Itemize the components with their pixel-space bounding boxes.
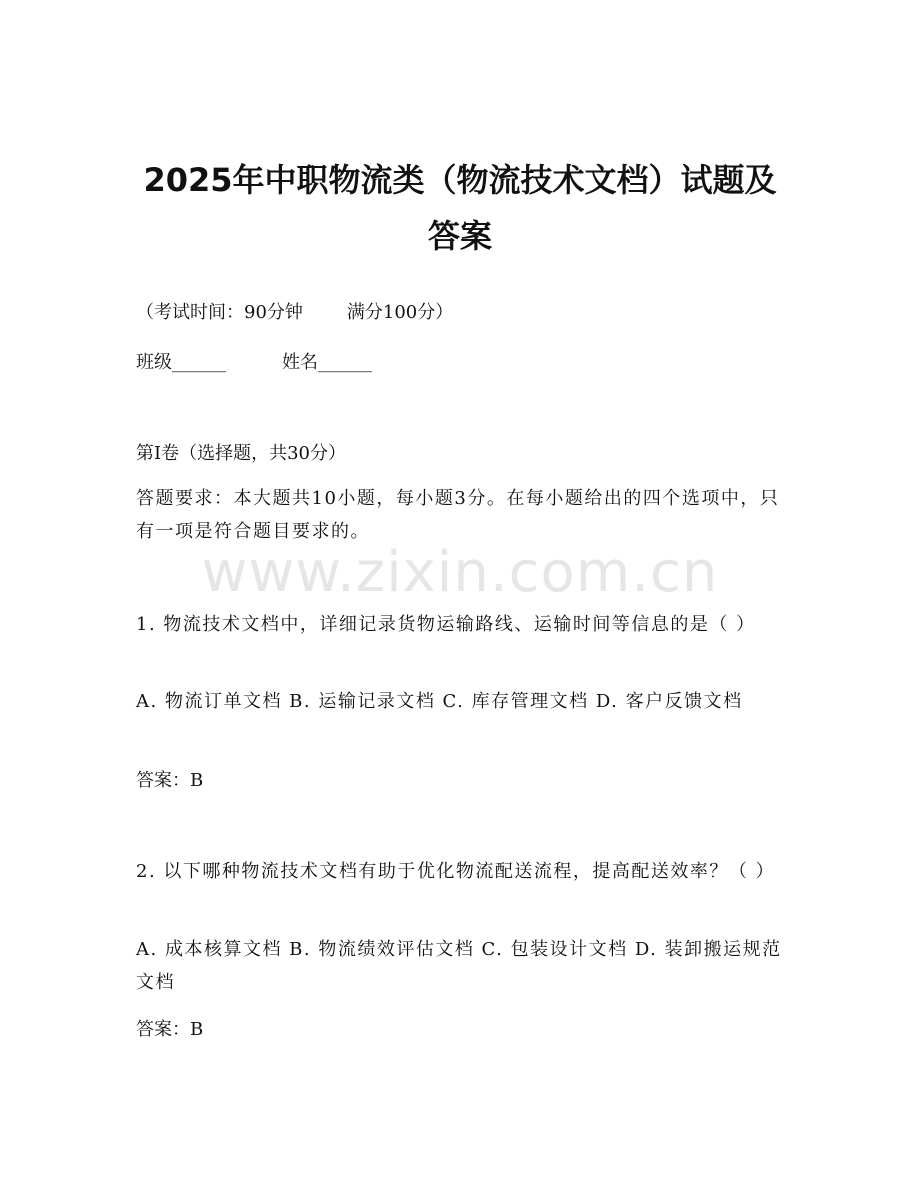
question-2-answer: 答案：B: [136, 1019, 204, 1040]
student-fields: [136, 346, 372, 379]
exam-time: （考试时间：90分钟: [136, 302, 303, 323]
question-2-stem: 2. 以下哪种物流技术文档有助于优化物流配送流程，提高配送效率？（ ）: [136, 861, 776, 882]
question-1-stem: 1. 物流技术文档中，详细记录货物运输路线、运输时间等信息的是（ ）: [136, 614, 756, 635]
exam-score: 满分100分）: [346, 302, 454, 323]
class-field: 班级______: [136, 352, 226, 373]
question-2-options: A. 成本核算文档 B. 物流绩效评估文档 C. 包装设计文档 D. 装卸搬运规范文档: [136, 939, 782, 993]
exam-info: [136, 296, 453, 329]
title-line-2: 答案: [427, 217, 492, 255]
name-field: 姓名______: [282, 352, 372, 373]
title-line-1: 2025年中职物流类（物流技术文档）试题及: [143, 161, 777, 199]
question-1-options: A. 物流订单文档 B. 运输记录文档 C. 库存管理文档 D. 客户反馈文档: [136, 691, 743, 712]
instructions: 答题要求：本大题共10小题，每小题3分。在每小题给出的四个选项中，只有一项是符合题目要求的。: [136, 488, 780, 542]
document-title: [0, 152, 920, 264]
watermark: www.zixin.com.cn: [201, 540, 719, 605]
section-heading: 第I卷（选择题，共30分）: [136, 443, 347, 464]
question-1-answer: 答案：B: [136, 770, 204, 791]
